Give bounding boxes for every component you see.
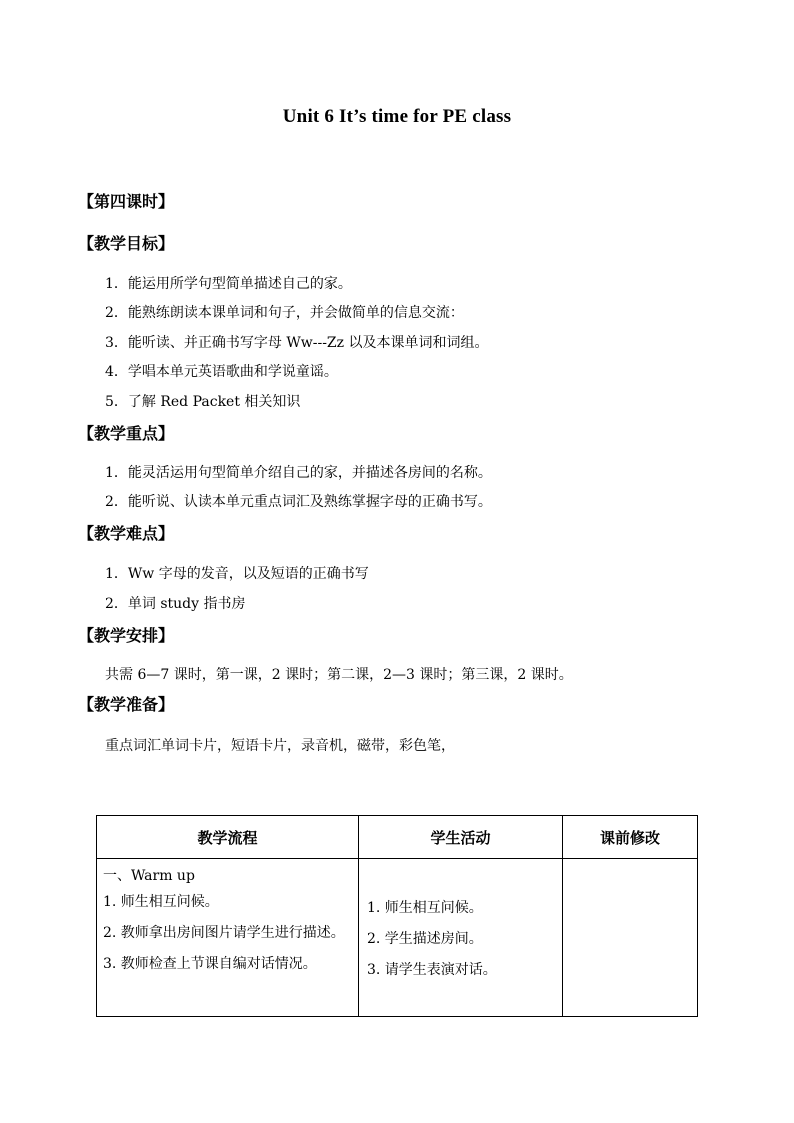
preparation-heading: 【教学准备】 [78,695,175,714]
objective-item: 3．能听读、并正确书写字母 Ww---Zz 以及本课单词和词组。 [105,335,489,351]
difficulty-item: 1．Ww 字母的发音，以及短语的正确书写 [105,566,369,582]
activity-cell [359,859,563,1017]
table-row [97,859,698,1017]
preparation-text: 重点词汇单词卡片，短语卡片，录音机，磁带，彩色笔， [105,738,455,754]
objective-item: 5．了解 Red Packet 相关知识 [105,394,301,410]
objective-item: 4．学唱本单元英语歌曲和学说童谣。 [105,364,338,380]
process-line: 1. 师生相互问候。 [103,894,219,910]
header-activity: 学生活动 [359,816,563,859]
activity-line: 1. 师生相互问候。 [367,900,483,916]
lesson-heading: 【第四课时】 [78,192,175,211]
schedule-text: 共需 6—7 课时，第一课，2 课时；第二课，2—3 课时；第三课，2 课时。 [105,667,573,683]
difficulty-item: 2．单词 study 指书房 [105,596,246,612]
header-process: 教学流程 [97,816,359,859]
table-header-row [97,816,698,859]
objective-item: 1．能运用所学句型简单描述自己的家。 [105,276,352,292]
difficulties-heading: 【教学难点】 [78,524,175,543]
key-point-item: 1．能灵活运用句型简单介绍自己的家，并描述各房间的名称。 [105,465,492,481]
activity-line: 2. 学生描述房间。 [367,931,483,947]
objectives-heading: 【教学目标】 [78,234,175,253]
activity-line: 3. 请学生表演对话。 [367,962,497,978]
key-point-item: 2．能听说、认读本单元重点词汇及熟练掌握字母的正确书写。 [105,494,492,510]
revision-cell [563,859,698,1017]
objective-item: 2．能熟练朗读本课单词和句子，并会做简单的信息交流： [105,305,464,321]
header-revision: 课前修改 [563,816,698,859]
process-line: 3. 教师检查上节课自编对话情况。 [103,956,317,972]
page-title: Unit 6 It’s time for PE class [282,106,512,127]
process-line: 一、Warm up [103,868,195,884]
lesson-plan-table [96,815,698,1017]
process-cell [97,859,359,1017]
process-line: 2. 教师拿出房间图片请学生进行描述。 [103,925,345,941]
schedule-heading: 【教学安排】 [78,626,175,645]
key-points-heading: 【教学重点】 [78,424,175,443]
